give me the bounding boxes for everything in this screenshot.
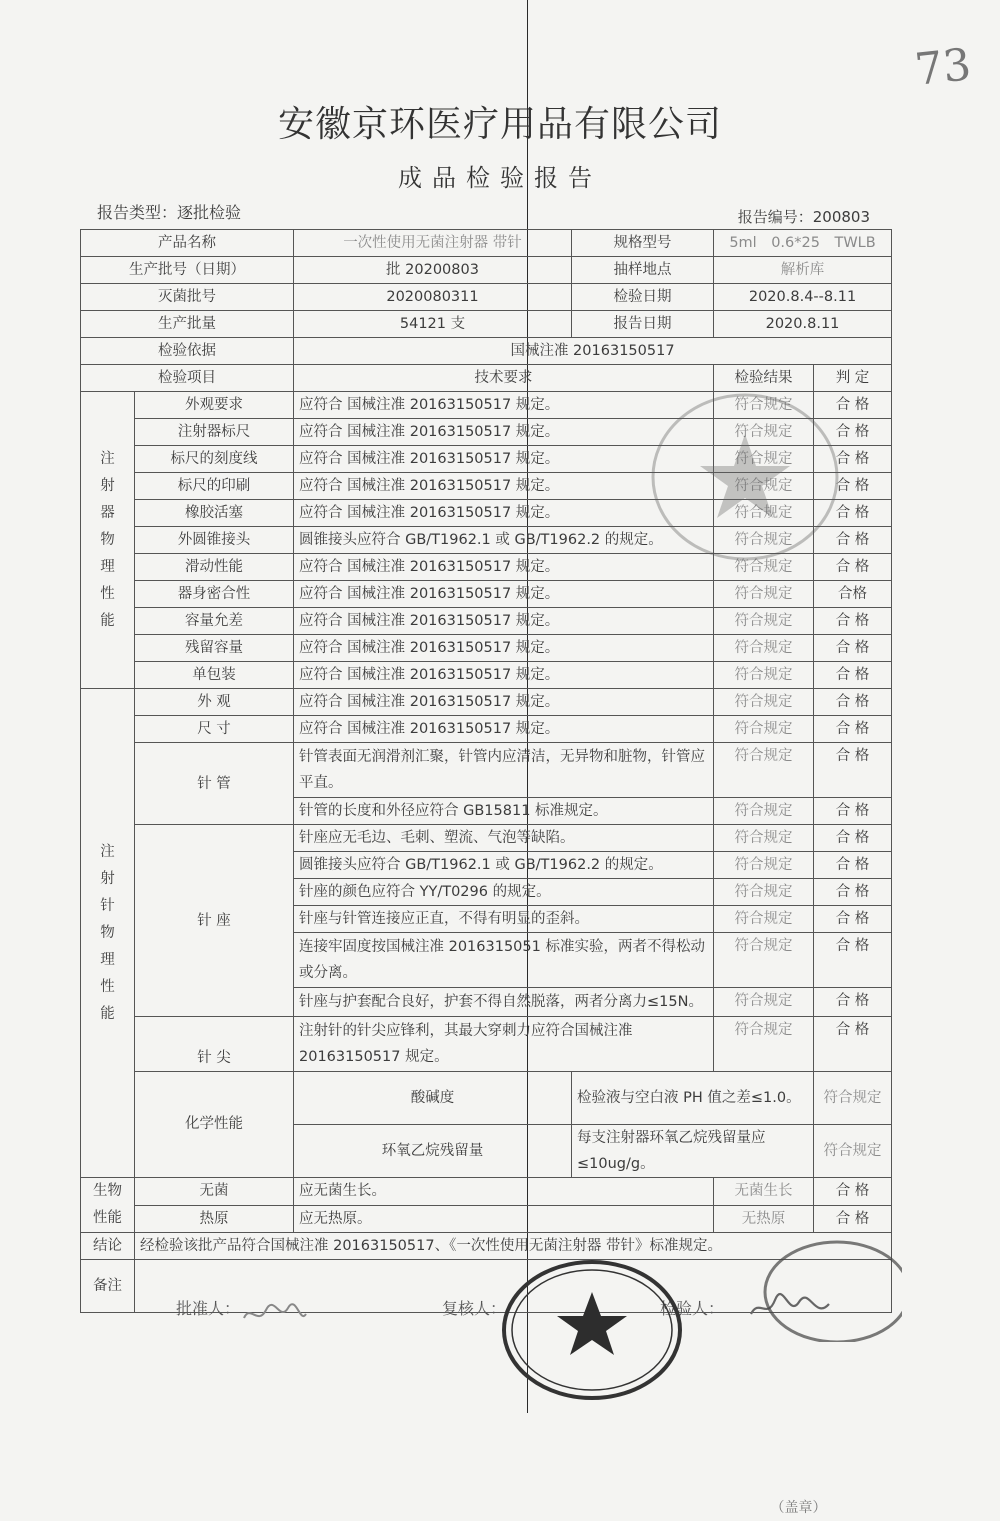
reviewer-label: 复核人： (442, 1299, 507, 1318)
quality-seal (497, 1252, 687, 1402)
item-result: 符合规定 (714, 635, 814, 662)
item-result: 符合规定 (714, 608, 814, 635)
item-judgement: 合 格 (814, 988, 892, 1017)
table-row (81, 689, 892, 716)
item-judgement: 合 格 (814, 635, 892, 662)
item-requirement: 针座应无毛边、毛刺、塑流、气泡等缺陷。 (294, 825, 714, 852)
table-row (81, 1017, 892, 1072)
item-requirement: 应符合 国械注准 20163150517 规定。 (294, 392, 714, 419)
item-name: 标尺的刻度线 (135, 446, 294, 473)
approver-signature (240, 1296, 310, 1332)
item-name: 酸碱度 (294, 1072, 572, 1125)
product-name-value: 一次性使用无菌注射器 带针 (294, 230, 572, 257)
item-requirement: 应符合 国械注准 20163150517 规定。 (294, 716, 714, 743)
item-result: 符合规定 (714, 798, 814, 825)
result-col-header: 检验结果 (714, 365, 814, 392)
product-name-label: 产品名称 (81, 230, 294, 257)
item-requirement: 圆锥接头应符合 GB/T1962.1 或 GB/T1962.2 的规定。 (294, 852, 714, 879)
document-title: 成品检验报告 (398, 164, 602, 192)
report-date-label: 报告日期 (572, 311, 714, 338)
item-requirement: 针座与针管连接应正直，不得有明显的歪斜。 (294, 906, 714, 933)
item-requirement: 针管表面无润滑剂汇聚，针管内应清洁，无异物和脏物，针管应平直。 (294, 743, 714, 798)
item-result: 符合规定 (714, 933, 814, 988)
item-judgement: 合 格 (814, 906, 892, 933)
item-judgement: 合 格 (814, 879, 892, 906)
report-date-value: 2020.8.11 (714, 311, 892, 338)
table-row (81, 743, 892, 798)
item-name: 单包装 (135, 662, 294, 689)
item-judgement: 合格 (814, 581, 892, 608)
table-row (81, 1178, 892, 1206)
item-judgement: 合 格 (814, 852, 892, 879)
item-name: 标尺的印刷 (135, 473, 294, 500)
item-result: 符合规定 (714, 581, 814, 608)
item-judgement: 合 格 (814, 500, 892, 527)
remark-label: 备注 (81, 1260, 135, 1313)
lot-label: 生产批号（日期） (81, 257, 294, 284)
item-result: 无热原 (714, 1205, 814, 1233)
item-judgement: 合 格 (814, 825, 892, 852)
item-result: 符合规定 (714, 1017, 814, 1072)
table-row (81, 825, 892, 852)
inspect-date-value: 2020.8.4--8.11 (714, 284, 892, 311)
item-requirement: 应符合 国械注准 20163150517 规定。 (294, 473, 714, 500)
sample-site-label: 抽样地点 (572, 257, 714, 284)
item-result: 符合规定 (714, 906, 814, 933)
spec-value: 5ml 0.6*25 TWLB (714, 230, 892, 257)
item-result: 符合规定 (714, 988, 814, 1017)
report-type: 报告类型：逐批检验 (97, 203, 242, 222)
report-number: 报告编号：200803 (737, 208, 870, 226)
item-name: 外圆锥接头 (135, 527, 294, 554)
sample-site-value: 解析库 (714, 257, 892, 284)
item-result: 符合规定 (714, 825, 814, 852)
item-requirement: 应符合 国械注准 20163150517 规定。 (294, 608, 714, 635)
item-result: 符合规定 (714, 743, 814, 798)
item-name: 环氧乙烷残留量 (294, 1125, 572, 1178)
inspect-date-label: 检验日期 (572, 284, 714, 311)
item-name: 橡胶活塞 (135, 500, 294, 527)
lot-value: 批 20200803 (294, 257, 572, 284)
item-judgement: 合 格 (814, 716, 892, 743)
company-name: 安徽京环医疗用品有限公司 (277, 104, 722, 145)
item-name: 滑动性能 (135, 554, 294, 581)
item-requirement: 针管的长度和外径应符合 GB15811 标准规定。 (294, 798, 714, 825)
item-result: 符合规定 (714, 716, 814, 743)
faded-seal (640, 382, 850, 572)
item-name: 外 观 (135, 689, 294, 716)
item-requirement: 应符合 国械注准 20163150517 规定。 (294, 446, 714, 473)
item-result: 符合规定 (714, 392, 814, 419)
item-judgement: 合 格 (814, 1017, 892, 1072)
conclusion-text: 经检验该批产品符合国械注准 20163150517、《一次性使用无菌注射器 带针》标准规定。 （盖章） (135, 1233, 892, 1260)
item-judgement: 合 格 (814, 446, 892, 473)
item-requirement: 应符合 国械注准 20163150517 规定。 (294, 662, 714, 689)
item-judgement: 合 格 (814, 933, 892, 988)
item-name: 器身密合性 (135, 581, 294, 608)
judgement-col-header: 判 定 (814, 365, 892, 392)
conclusion-body: 经检验该批产品符合国械注准 20163150517、《一次性使用无菌注射器 带针》标准规定。 (140, 1238, 722, 1254)
item-result: 符合规定 (714, 446, 814, 473)
item-judgement: 合 格 (814, 608, 892, 635)
item-requirement: 应符合 国械注准 20163150517 规定。 (294, 419, 714, 446)
group-needle-physical: 注射针物理性能 (81, 689, 135, 1178)
table-row (81, 716, 892, 743)
item-requirement: 应符合 国械注准 20163150517 规定。 (294, 581, 714, 608)
batch-qty-label: 生产批量 (81, 311, 294, 338)
item-judgement: 合 格 (814, 1178, 892, 1206)
item-judgement: 合 格 (814, 662, 892, 689)
item-requirement: 圆锥接头应符合 GB/T1962.1 或 GB/T1962.2 的规定。 (294, 527, 714, 554)
table-row (81, 662, 892, 689)
item-judgement: 合 格 (814, 419, 892, 446)
approver-label: 批准人： (176, 1299, 241, 1318)
item-judgement: 合 格 (814, 527, 892, 554)
item-result: 符合规定 (714, 852, 814, 879)
subgroup-needle-tube: 针 管 (135, 743, 294, 825)
item-name: 容量允差 (135, 608, 294, 635)
table-row (81, 230, 892, 257)
table-row (81, 338, 892, 365)
company-seal (752, 1232, 902, 1342)
item-judgement: 合 格 (814, 554, 892, 581)
item-requirement: 应符合 国械注准 20163150517 规定。 (294, 689, 714, 716)
item-result: 符合规定 (814, 1072, 892, 1125)
item-judgement: 合 格 (814, 473, 892, 500)
item-result: 符合规定 (714, 662, 814, 689)
item-col-header: 检验项目 (81, 365, 294, 392)
basis-label: 检验依据 (81, 338, 294, 365)
item-judgement: 合 格 (814, 743, 892, 798)
item-requirement: 每支注射器环氧乙烷残留量应≤10ug/g。 (572, 1125, 814, 1178)
batch-qty-value: 54121 支 (294, 311, 572, 338)
item-requirement: 针座的颜色应符合 YY/T0296 的规定。 (294, 879, 714, 906)
item-judgement: 合 格 (814, 689, 892, 716)
item-judgement: 合 格 (814, 798, 892, 825)
group-chemical: 化学性能 (135, 1072, 294, 1178)
table-row (81, 284, 892, 311)
item-result: 符合规定 (714, 500, 814, 527)
item-result: 符合规定 (714, 419, 814, 446)
table-row (81, 608, 892, 635)
item-requirement: 注射针的针尖应锋利，其最大穿刺力应符合国械注准 20163150517 规定。 (294, 1017, 714, 1072)
table-row (81, 581, 892, 608)
item-name: 热原 (135, 1205, 294, 1233)
spec-label: 规格型号 (572, 230, 714, 257)
item-name: 尺 寸 (135, 716, 294, 743)
item-result: 符合规定 (714, 473, 814, 500)
item-result: 符合规定 (714, 554, 814, 581)
page-number-mark: 73 (912, 39, 974, 96)
table-row (81, 1072, 892, 1125)
requirement-col-header: 技术要求 (294, 365, 714, 392)
item-judgement: 合 格 (814, 392, 892, 419)
sterilization-lot-label: 灭菌批号 (81, 284, 294, 311)
item-requirement: 应符合 国械注准 20163150517 规定。 (294, 500, 714, 527)
item-name: 注射器标尺 (135, 419, 294, 446)
item-requirement: 连接牢固度按国械注准 2016315051 标准实验，两者不得松动或分离。 (294, 933, 714, 988)
item-requirement: 检验液与空白液 PH 值之差≤1.0。 (572, 1072, 814, 1125)
item-result: 无菌生长 (714, 1178, 814, 1206)
item-result: 符合规定 (814, 1125, 892, 1178)
basis-value: 国械注准 20163150517 (294, 338, 892, 365)
group-syringe-physical: 注射器物理性能 (81, 392, 135, 689)
inspector-label: 检验人： (660, 1299, 725, 1318)
table-row (81, 635, 892, 662)
item-requirement: 应符合 国械注准 20163150517 规定。 (294, 554, 714, 581)
item-requirement: 应符合 国械注准 20163150517 规定。 (294, 635, 714, 662)
item-result: 符合规定 (714, 689, 814, 716)
group-biological: 生物性能 (81, 1178, 135, 1233)
item-result: 符合规定 (714, 527, 814, 554)
subgroup-needle-tip: 针 尖 (135, 1017, 294, 1072)
item-name: 外观要求 (135, 392, 294, 419)
table-row (81, 311, 892, 338)
conclusion-label: 结论 (81, 1233, 135, 1260)
item-requirement: 针座与护套配合良好，护套不得自然脱落，两者分离力≤15N。 (294, 988, 714, 1017)
subgroup-needle-seat: 针 座 (135, 825, 294, 1017)
table-row (81, 1205, 892, 1233)
sterilization-lot-value: 2020080311 (294, 284, 572, 311)
item-requirement: 应无热原。 (294, 1205, 714, 1233)
item-name: 无菌 (135, 1178, 294, 1206)
item-name: 残留容量 (135, 635, 294, 662)
table-row (81, 257, 892, 284)
item-requirement: 应无菌生长。 (294, 1178, 714, 1206)
item-judgement: 合 格 (814, 1205, 892, 1233)
item-result: 符合规定 (714, 879, 814, 906)
